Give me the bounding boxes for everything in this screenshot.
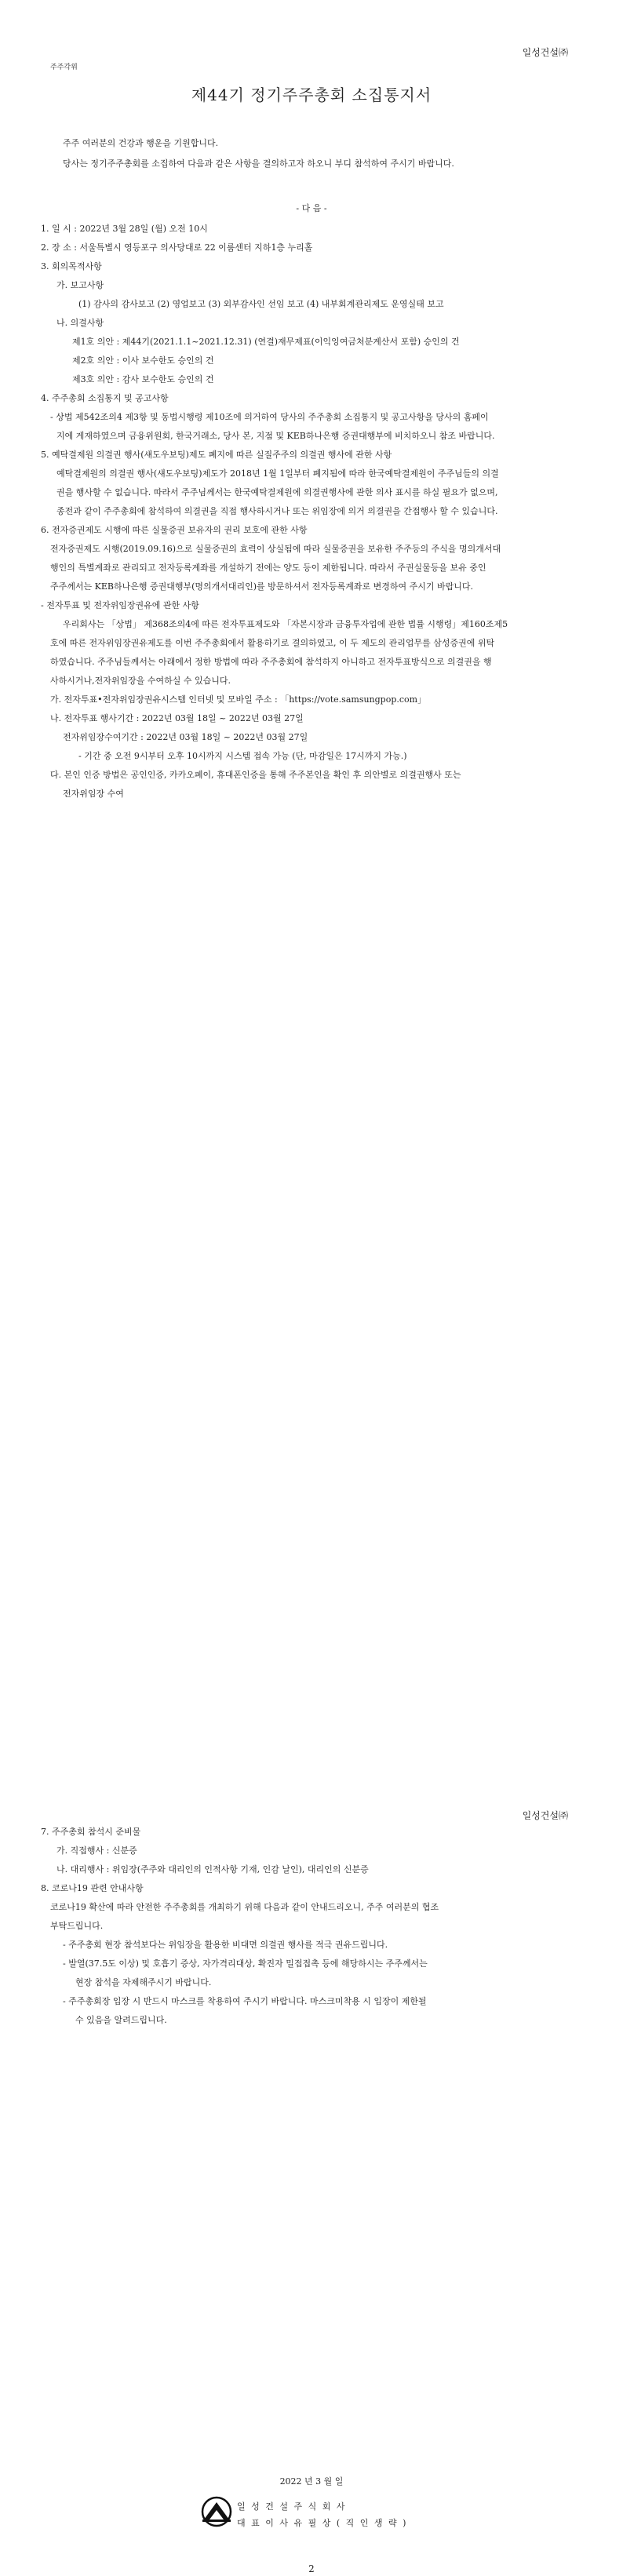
da-eum-heading: - 다 음 - (296, 203, 327, 213)
signature-company: 일 성 건 설 주 식 회 사 (237, 2501, 347, 2512)
shadow-voting-3: 종전과 같이 주주총회에 참석하여 의결권을 직접 행사하시거나 또는 위임장에 의거 의결권을 간접행사 할 수 있습니다. (56, 506, 498, 516)
notice-body-2: 지에 게재하였으며 금융위원회, 한국거래소, 당사 본, 지점 및 KEB하나은행 증권대행부에 비치하오니 참조 바랍니다. (56, 431, 495, 441)
report-heading: 가. 보고사항 (56, 280, 104, 290)
esecurities-1: 전자증권제도 시행(2019.09.16)으로 실물증권의 효력이 상실됨에 따라 실물증권을 보유한 주주등의 주식을 명의개서대 (50, 544, 501, 554)
signature-block (237, 2499, 407, 2532)
covid-bullet-2: - 발열(37.5도 이상) 및 호흡기 증상, 자가격리대상, 확진자 밀접접촉 등에 해당하시는 주주께서는 (63, 1958, 428, 1969)
company-header: 일성건설㈜ (522, 47, 568, 58)
intro: 당사는 정기주주총회를 소집하여 다음과 같은 사항을 결의하고자 하오니 부디 참석하여 주시기 바랍니다. (63, 158, 454, 169)
prep-proxy: 나. 대리행사 : 위임장(주주와 대리인의 인적사항 기재, 인감 날인), 대리인의 신분증 (56, 1864, 369, 1875)
covid-bullet-3-cont: 수 있음을 알려드립니다. (75, 2015, 167, 2025)
covid-bullet-1: - 주주총회 현장 참석보다는 위임장을 활용한 비대면 의결권 행사를 적극 권유드립니다. (63, 1940, 388, 1950)
resolution-2: 제2호 의안 : 이사 보수한도 승인의 건 (72, 355, 214, 366)
covid-heading: 8. 코로나19 관련 안내사항 (41, 1883, 144, 1893)
evote-4: 사하시거나,전자위임장을 수여하실 수 있습니다. (50, 676, 231, 686)
evote-auth-2: 전자위임장 수여 (63, 789, 124, 799)
closing-date: 2022 년 3 월 일 (279, 2476, 344, 2487)
evote-period: 나. 전자투표 행사기간 : 2022년 03월 18일 ~ 2022년 03월 27일 (50, 713, 304, 723)
evote-1: 우리회사는 「상법」 제368조의4에 따른 전자투표제도와 「자본시장과 금융투자업에 관한 법률 시행령」제160조제5 (63, 619, 508, 629)
shadow-voting-2: 권을 행사할 수 없습니다. 따라서 주주님께서는 한국예탁결제원에 의결권행사에 관한 의사 표시를 하실 필요가 없으며, (56, 487, 498, 497)
evote-heading: - 전자투표 및 전자위임장권유에 관한 사항 (41, 600, 199, 610)
evote-system-address: 가. 전자투표•전자위임장권유시스템 인터넷 및 모바일 주소 : 「https://vote.samsungpop.com」 (50, 694, 427, 705)
page-title: 제44기 정기주주총회 소집통지서 (191, 86, 432, 104)
evote-proxy-period: 전자위임장수여기간 : 2022년 03월 18일 ~ 2022년 03월 27일 (63, 732, 308, 742)
company-header-page2: 일성건설㈜ (522, 1810, 568, 1821)
shadow-voting-1: 예탁결제원의 의결권 행사(섀도우보팅)제도가 2018년 1월 1일부터 폐지됨에 따라 한국예탁결제원이 주주님들의 의결 (56, 468, 499, 479)
esecurities-heading: 6. 전자증권제도 시행에 따른 실물증권 보유자의 권리 보호에 관한 사항 (41, 525, 308, 535)
signature-ceo: 대 표 이 사 유 필 상 ( 직 인 생 략 ) (237, 2517, 408, 2528)
evote-hours: - 기간 중 오전 9시부터 오후 10시까지 시스템 접속 가능 (단, 마감일은 17시까지 가능.) (78, 751, 407, 761)
covid-bullet-2-cont: 현장 참석을 자제해주시기 바랍니다. (75, 1977, 212, 1988)
evote-3: 하였습니다. 주주님들께서는 아래에서 정한 방법에 따라 주주총회에 참석하지 아니하고 전자투표방식으로 의결권을 행 (50, 657, 492, 667)
page-2 (0, 881, 623, 2574)
company-logo-icon (200, 2496, 233, 2532)
esecurities-3: 주주께서는 KEB하나은행 증권대행부(명의개서대리인)를 방문하셔서 전자등록계좌로 변경하여 주시기 바랍니다. (50, 581, 474, 592)
resolution-1: 제1호 의안 : 제44기(2021.1.1~2021.12.31) (연결)재무제표(이익잉여금처분계산서 포함) 승인의 건 (72, 337, 460, 347)
notice-body-1: - 상법 제542조의4 제3항 및 동법시행령 제10조에 의거하여 당사의 주주총회 소집통지 및 공고사항을 당사의 홈페이 (50, 412, 489, 422)
page-1 (0, 0, 623, 881)
covid-1: 코로나19 확산에 따라 안전한 주주총회를 개최하기 위해 다음과 같이 안내드리오니, 주주 여러분의 협조 (50, 1902, 439, 1912)
item-place: 2. 장 소 : 서울특별시 영등포구 의사당대로 22 이룸센터 지하1층 누리홀 (41, 242, 313, 253)
covid-bullet-3: - 주주총회장 입장 시 반드시 마스크를 착용하여 주시기 바랍니다. 마스크미착용 시 입장이 제한될 (63, 1996, 427, 2006)
evote-2: 호에 따른 전자위임장권유제도를 이번 주주총회에서 활용하기로 결의하였고, 이 두 제도의 관리업무를 삼성증권에 위탁 (50, 638, 495, 648)
prep-direct: 가. 직접행사 : 신분증 (56, 1845, 137, 1856)
item-date: 1. 일 시 : 2022년 3월 28일 (월) 오전 10시 (41, 224, 208, 234)
evote-auth: 다. 본인 인증 방법은 공인인증, 카카오페이, 휴대폰인증을 통해 주주본인을 확인 후 의안별로 의결권행사 또는 (50, 770, 461, 780)
prep-heading: 7. 주주총회 참석시 준비물 (41, 1827, 141, 1837)
greeting: 주주 여러분의 건강과 행운을 기원합니다. (63, 138, 219, 148)
covid-2: 부탁드립니다. (50, 1921, 104, 1931)
notice-heading: 4. 주주총회 소집통지 및 공고사항 (41, 393, 169, 403)
shadow-voting-heading: 5. 예탁결제원 의결권 행사(섀도우보팅)제도 폐지에 따른 실질주주의 의결권 행사에 관한 사항 (41, 450, 392, 460)
resolution-3: 제3호 의안 : 감사 보수한도 승인의 건 (72, 374, 214, 384)
report-items: (1) 감사의 감사보고 (2) 영업보고 (3) 외부감사인 선임 보고 (4) 내부회계관리제도 운영실태 보고 (78, 299, 444, 309)
esecurities-2: 행인의 특별계좌로 관리되고 전자등록계좌를 개설하기 전에는 양도 등이 제한됩니다. 따라서 주권실물등을 보유 중인 (50, 563, 486, 573)
item-agenda: 3. 회의목적사항 (41, 261, 102, 271)
shareholder-tag: 주주각위 (50, 64, 78, 71)
resolution-heading: 나. 의결사항 (56, 318, 104, 328)
page-number-2: 2 (308, 2563, 315, 2574)
